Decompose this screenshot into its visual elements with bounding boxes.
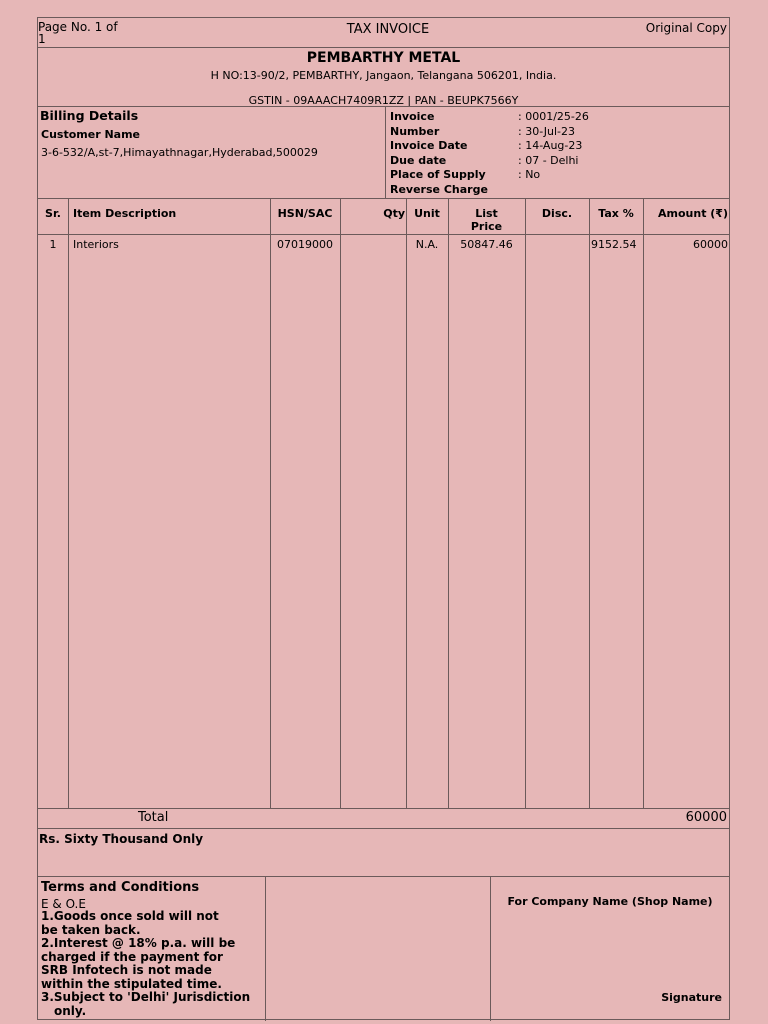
terms-eoe: E & O.E bbox=[41, 897, 86, 911]
company-name: PEMBARTHY METAL bbox=[306, 50, 461, 66]
column-divider bbox=[406, 198, 407, 808]
copy-type: Original Copy bbox=[645, 21, 727, 35]
header-amount: Amount (₹) bbox=[658, 207, 728, 220]
header-sr: Sr. bbox=[45, 207, 61, 220]
cell-unit: N.A. bbox=[415, 238, 439, 251]
page-number: Page No. 1 of 1 bbox=[38, 20, 118, 46]
terms-line: 2.Interest @ 18% p.a. will be bbox=[41, 936, 236, 950]
cell-tax: 9152.54 bbox=[591, 238, 637, 251]
header-hsn-sac: HSN/SAC bbox=[277, 207, 333, 220]
company-address: H NO:13-90/2, PEMBARTHY, Jangaon, Telangana 506201, India. bbox=[210, 69, 557, 82]
invoice-info-value: : 07 - Delhi bbox=[518, 153, 579, 167]
header-qty: Qty bbox=[383, 207, 405, 220]
invoice-info-row bbox=[390, 110, 690, 125]
column-divider bbox=[68, 198, 69, 808]
total-label: Total bbox=[138, 810, 169, 825]
amount-in-words: Rs. Sixty Thousand Only bbox=[39, 832, 204, 846]
document-title: TAX INVOICE bbox=[346, 22, 430, 37]
cell-amount: 60000 bbox=[693, 238, 728, 251]
terms-list bbox=[41, 910, 263, 1018]
billing-heading: Billing Details bbox=[40, 108, 139, 123]
customer-address: 3-6-532/A,st-7,Himayathnagar,Hyderabad,500029 bbox=[41, 146, 318, 159]
invoice-info-label: Invoice Date bbox=[390, 139, 468, 152]
terms-line: SRB Infotech is not made bbox=[41, 963, 212, 977]
column-divider bbox=[525, 198, 526, 808]
terms-line: only. bbox=[54, 1003, 87, 1018]
divider bbox=[38, 47, 729, 48]
invoice-info-value: : 30-Jul-23 bbox=[518, 124, 576, 138]
column-divider bbox=[265, 876, 266, 1021]
invoice-info-label: Number bbox=[390, 124, 440, 138]
invoice-info-row bbox=[390, 125, 690, 140]
invoice-info-value: : No bbox=[518, 168, 541, 181]
invoice-info-row bbox=[390, 183, 690, 198]
column-divider bbox=[270, 198, 271, 808]
invoice-info-row bbox=[390, 139, 690, 154]
invoice-info-label: Place of Supply bbox=[390, 168, 486, 181]
invoice-info-row bbox=[390, 154, 690, 169]
divider bbox=[38, 198, 729, 199]
terms-heading: Terms and Conditions bbox=[41, 880, 200, 895]
company-gstin-pan: GSTIN - 09AAACH7409R1ZZ | PAN - BEUPK7566Y bbox=[248, 94, 519, 107]
divider bbox=[38, 828, 729, 829]
invoice-document bbox=[37, 17, 730, 1020]
cell-hsn: 07019000 bbox=[277, 238, 333, 251]
divider bbox=[38, 808, 729, 809]
column-divider bbox=[643, 198, 644, 808]
column-divider bbox=[589, 198, 590, 808]
invoice-info-value: : 14-Aug-23 bbox=[518, 139, 583, 152]
header-unit: Unit bbox=[414, 207, 440, 220]
cell-list-price: 50847.46 bbox=[460, 238, 513, 251]
divider bbox=[38, 106, 729, 107]
invoice-info-value: : 0001/25-26 bbox=[518, 110, 589, 123]
header-list-price-line1: List bbox=[475, 207, 498, 220]
for-company-label: For Company Name (Shop Name) bbox=[507, 895, 713, 908]
header-tax: Tax % bbox=[598, 207, 634, 220]
divider bbox=[38, 234, 729, 235]
terms-line: 3.Subject to 'Delhi' Jurisdiction bbox=[41, 990, 251, 1004]
terms-line: be taken back. bbox=[41, 922, 141, 937]
header-list-price bbox=[448, 207, 525, 233]
terms-line: 1.Goods once sold will not bbox=[41, 909, 219, 923]
header-list-price-line2: Price bbox=[470, 220, 503, 233]
terms-line: charged if the payment for bbox=[41, 949, 223, 964]
invoice-info-label: Reverse Charge bbox=[390, 182, 488, 196]
divider bbox=[38, 876, 729, 877]
invoice-info bbox=[390, 110, 690, 197]
column-divider bbox=[340, 198, 341, 808]
header-disc: Disc. bbox=[541, 207, 573, 220]
divider bbox=[385, 106, 386, 198]
cell-description: Interiors bbox=[73, 238, 119, 251]
column-divider bbox=[448, 198, 449, 808]
header-item-description: Item Description bbox=[73, 207, 177, 220]
cell-sr: 1 bbox=[49, 238, 57, 251]
invoice-info-label: Invoice bbox=[390, 110, 435, 123]
signature-label: Signature bbox=[661, 991, 722, 1004]
invoice-info-row bbox=[390, 168, 690, 183]
table-row bbox=[38, 238, 729, 252]
invoice-info-label: Due date bbox=[390, 153, 447, 167]
customer-name-label: Customer Name bbox=[41, 128, 140, 141]
terms-line: within the stipulated time. bbox=[41, 976, 222, 991]
total-value: 60000 bbox=[685, 810, 727, 825]
